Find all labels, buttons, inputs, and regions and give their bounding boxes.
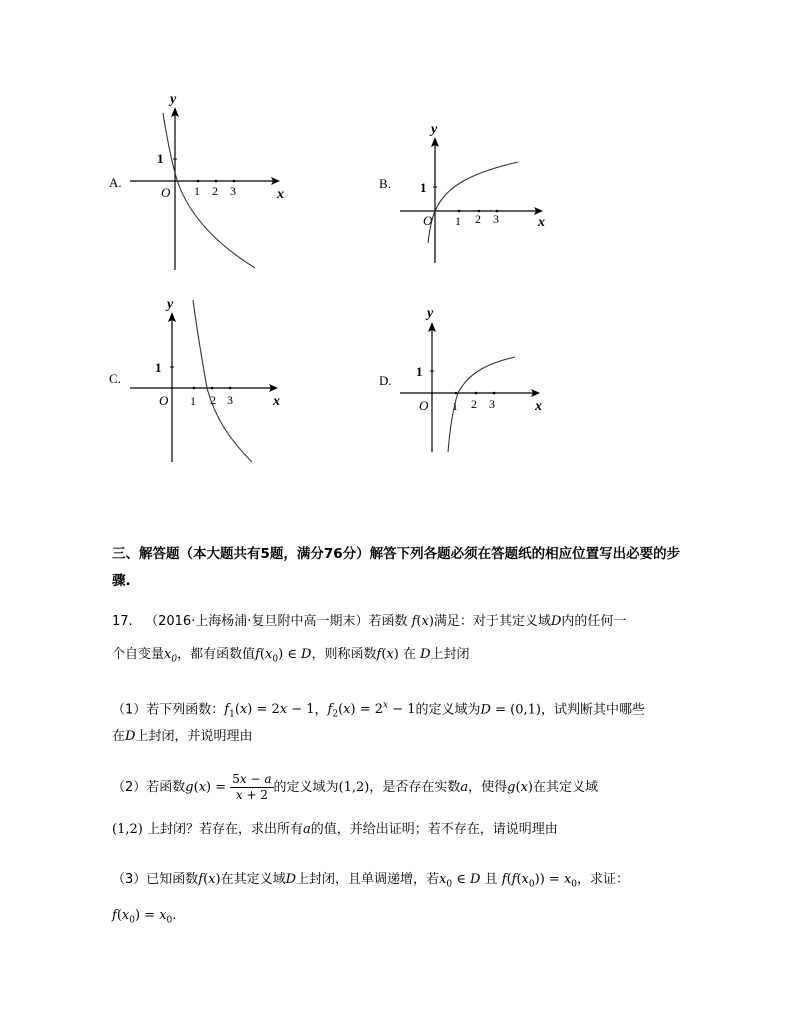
- text: 上封闭: [430, 647, 470, 662]
- math-conclusion: $f(x_0) = x_0$: [112, 908, 173, 926]
- origin-label: O: [161, 185, 171, 200]
- x-tick-3: [233, 180, 236, 183]
- text: 满足：对于其定义域: [433, 614, 551, 629]
- text: 在其定义域: [533, 780, 599, 795]
- origin-label: O: [159, 393, 169, 408]
- text: 上封闭？若存在，求出所有: [146, 822, 303, 837]
- question-3-line-2: [112, 906, 692, 931]
- math-a: a: [302, 822, 311, 837]
- question-1-line-1: （1）若下列函数：$f_1(x) = 2x - 1$，$f_2(x) = 2^x - 1$的定义域为D = (0,1)，试判断其中哪些: [112, 701, 645, 720]
- text: 在: [112, 729, 126, 744]
- text: 且: [484, 872, 498, 887]
- text: 上封闭，并说明理由: [135, 729, 253, 744]
- graph-option-b: [380, 115, 570, 279]
- option-d-label: D.: [379, 373, 392, 388]
- text: ，求证：: [577, 872, 630, 887]
- origin-label: O: [419, 398, 429, 413]
- text: 的值，并给出证明；若不存在，请说明理由: [310, 822, 558, 837]
- question-2-line-2: [112, 820, 692, 840]
- option-b-label: B.: [379, 176, 391, 191]
- function-curve: [193, 300, 252, 462]
- graph-option-a: [105, 85, 295, 284]
- function-curve: [448, 357, 515, 452]
- y-one-label: 1: [155, 360, 162, 375]
- graph-c-svg: [105, 290, 295, 475]
- text: 在其定义域: [220, 872, 286, 887]
- math-ffx0: $f(f(x_0)) = x_0$: [501, 872, 578, 890]
- question-3-line-1: [112, 870, 692, 895]
- problem-line-2: [112, 645, 692, 670]
- math-gx: g(x): [507, 780, 533, 795]
- text: ，使得: [468, 780, 508, 795]
- x-tick-1: [193, 387, 196, 390]
- math-a: a: [460, 780, 469, 795]
- math-D: D: [285, 872, 297, 887]
- math-fx0-in-D: $f(x_0)$ ∈ D: [255, 647, 312, 665]
- math-interval-12: (1,2): [112, 822, 143, 837]
- math-x0: $x_0$: [164, 647, 178, 665]
- text: ，是否存在实数: [369, 780, 461, 795]
- math-interval-12: (1,2): [338, 780, 370, 795]
- text: ，则称函数: [311, 647, 377, 662]
- text: 在: [402, 647, 416, 662]
- graph-b-svg: [380, 115, 570, 275]
- text: .: [172, 908, 177, 923]
- x-tick-label-3: 3: [493, 212, 499, 226]
- x-tick-label-2: 2: [210, 393, 216, 407]
- math-D: D: [550, 614, 562, 629]
- x-tick-label-2: 2: [475, 212, 481, 226]
- math-fx: f(x): [198, 872, 221, 887]
- y-axis-label: y: [431, 122, 438, 137]
- option-c-label: C.: [109, 371, 121, 386]
- x-tick-2: [215, 180, 218, 183]
- x-tick-1: [455, 392, 458, 395]
- x-axis-label: x: [277, 187, 284, 202]
- text: 上封闭，且单调递增，若: [296, 872, 440, 887]
- x-tick-label-1: 1: [452, 399, 458, 413]
- y-axis-label: y: [427, 306, 434, 321]
- math-x0-in-D: $x_0$ ∈ D: [439, 872, 481, 890]
- math-D: D: [420, 647, 431, 662]
- text: （3）已知函数: [112, 872, 199, 887]
- y-one-label: 1: [157, 151, 164, 166]
- problem-line-1: [112, 612, 692, 632]
- function-curve: [163, 113, 255, 268]
- x-tick-label-3: 3: [230, 184, 236, 198]
- x-tick-label-2: 2: [212, 184, 218, 198]
- question-1-line-2: [112, 727, 692, 747]
- math-D: D: [125, 729, 136, 744]
- x-axis-label: x: [538, 215, 545, 230]
- graph-a-svg: [105, 85, 295, 280]
- y-axis-label: y: [170, 92, 177, 107]
- x-axis-label: x: [273, 394, 280, 409]
- y-axis-label: y: [167, 297, 174, 312]
- question-2-line-1: [112, 772, 692, 804]
- x-tick-3: [229, 387, 232, 390]
- origin-label: O: [423, 213, 433, 228]
- y-one-label: 1: [420, 180, 427, 195]
- graph-option-c: [105, 290, 295, 479]
- text: 内的任何一: [561, 614, 627, 629]
- x-tick-label-3: 3: [489, 397, 495, 411]
- x-tick-label-1: 1: [190, 394, 196, 408]
- x-axis-label: x: [535, 399, 542, 414]
- x-tick-2: [211, 387, 214, 390]
- x-tick-label-3: 3: [227, 393, 233, 407]
- section-heading: 三、解答题（本大题共有5题，满分76分）解答下列各题必须在答题纸的相应位置写出必要的步骤.: [112, 546, 681, 589]
- x-tick-label-1: 1: [455, 214, 461, 228]
- x-tick-3: [493, 392, 496, 395]
- x-tick-label-1: 1: [194, 184, 200, 198]
- text: 个自变量: [112, 647, 165, 662]
- problem-source: （2016·上海杨浦·复旦附中高一期末）: [145, 614, 369, 629]
- text: （1）若下列函数：: [112, 702, 225, 718]
- x-tick-1: [458, 210, 461, 213]
- text: 的定义域为: [415, 702, 481, 718]
- problem-number: 17.: [112, 614, 133, 629]
- text: 若函数: [368, 614, 408, 629]
- math-fx: f(x): [411, 614, 434, 629]
- graph-option-d: [380, 300, 570, 464]
- math-f1: $f_1(x) = 2x - 1$: [224, 702, 315, 720]
- math-domain-01: D = (0,1): [480, 702, 541, 718]
- option-a-label: A.: [109, 175, 122, 190]
- math-fraction: $\frac{5x - a}{x + 2}$: [232, 772, 272, 802]
- math-f2: $f_2(x) = 2^x - 1$: [327, 701, 416, 720]
- y-one-label: 1: [416, 364, 423, 379]
- x-tick-label-2: 2: [471, 397, 477, 411]
- math-fx: f(x): [376, 647, 399, 662]
- text: ，都有函数值: [177, 647, 256, 662]
- text: （2）若函数: [112, 780, 186, 795]
- x-tick-1: [197, 180, 200, 183]
- function-curve: [428, 162, 518, 243]
- graph-d-svg: [380, 300, 570, 460]
- text: ，试判断其中哪些: [540, 702, 645, 718]
- math-gx: g(x) =: [185, 780, 231, 795]
- text: 的定义域为: [273, 780, 339, 795]
- x-tick-2: [475, 392, 478, 395]
